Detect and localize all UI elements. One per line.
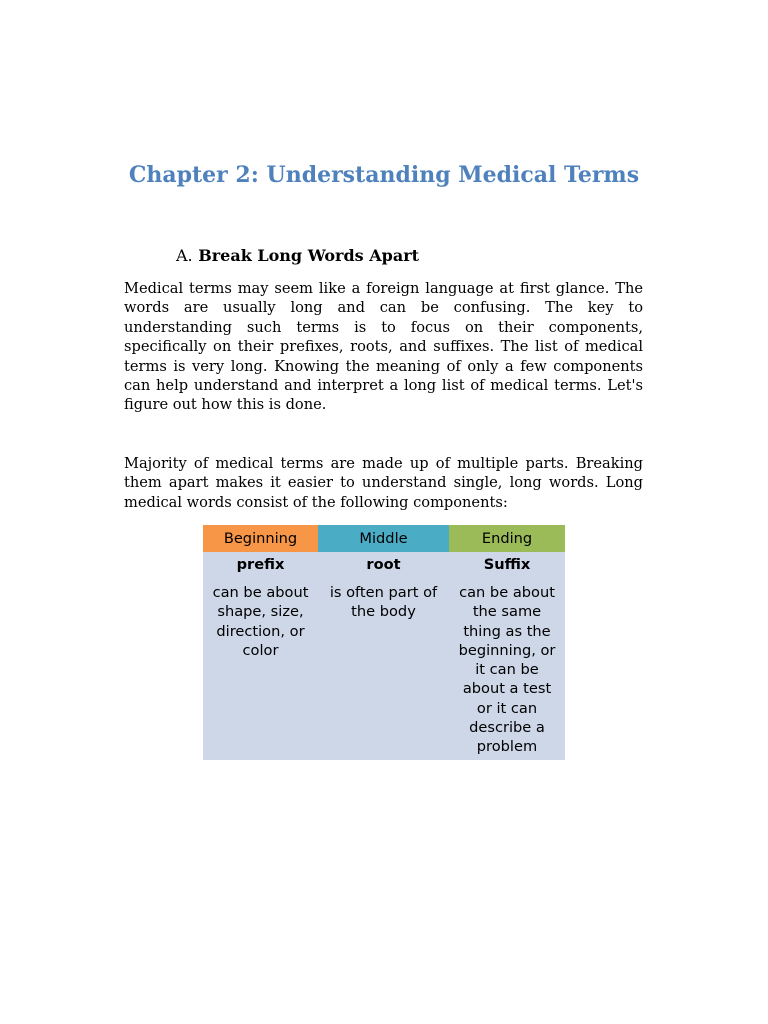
- header-beginning: Beginning: [203, 525, 318, 552]
- intro-paragraph: Medical terms may seem like a foreign language at first glance. The words are usually long and can be confusing. The key to understanding such terms is to focus on their components, specifically on their prefixes, roots, and suffixes. The list of medical terms is very long. Knowing the meaning of only a few components can help understand and interpret a long list of medical terms. Let's figure out how this is done.: [124, 280, 643, 414]
- section-title: Break Long Words Apart: [198, 246, 420, 265]
- header-ending: Ending: [449, 525, 565, 552]
- term-prefix: prefix: [236, 556, 285, 573]
- section-marker: A.: [176, 246, 193, 265]
- desc-prefix: can be about shape, size, direction, or color: [212, 584, 309, 659]
- components-paragraph: Majority of medical terms are made up of multiple parts. Breaking them apart makes it easier to understand single, long words. Long medical words consist of the following components:: [124, 455, 643, 511]
- section-heading: [176, 246, 419, 265]
- components-table: [203, 525, 565, 760]
- desc-root: is often part of the body: [329, 584, 438, 621]
- desc-suffix: can be about the same thing as the beginning, or it can be about a test or it can describe a problem: [458, 584, 556, 756]
- term-suffix: Suffix: [483, 556, 531, 573]
- chapter-title: Chapter 2: Understanding Medical Terms: [128, 162, 640, 188]
- term-root: root: [366, 556, 401, 573]
- header-middle: Middle: [318, 525, 449, 552]
